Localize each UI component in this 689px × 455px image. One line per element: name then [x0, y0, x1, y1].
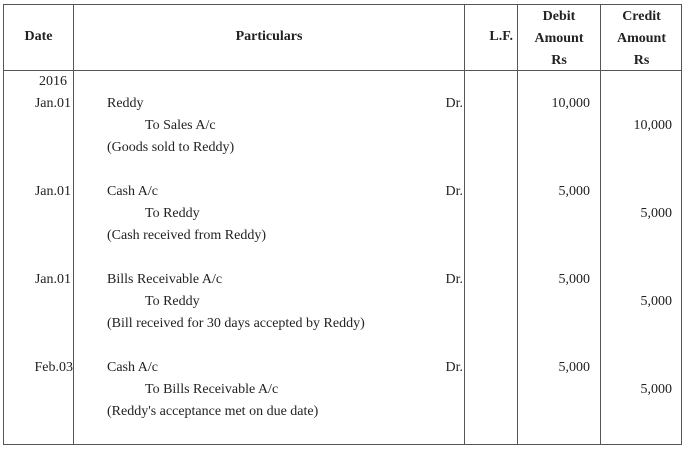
debit-account: Reddy [107, 96, 144, 111]
debit-amount: 5,000 [558, 184, 590, 199]
header-date: Date [24, 29, 53, 44]
narration: (Reddy's acceptance met on due date) [107, 404, 319, 419]
entry-date: Jan.01 [34, 184, 71, 199]
credit-amount: 5,000 [640, 294, 672, 309]
credit-account: To Reddy [145, 294, 200, 309]
debit-account: Cash A/c [107, 360, 158, 375]
header-credit-amount [601, 6, 682, 72]
entry-date: Jan.01 [34, 272, 71, 287]
dr-label: Dr. [445, 184, 463, 199]
credit-amount: 10,000 [633, 118, 672, 133]
header-debit-amount [518, 6, 600, 72]
credit-amount: 5,000 [640, 206, 672, 221]
debit-account: Bills Receivable A/c [107, 272, 223, 287]
credit-account: To Bills Receivable A/c [145, 382, 279, 397]
header-particulars: Particulars [235, 29, 303, 44]
debit-account: Cash A/c [107, 184, 158, 199]
debit-amount: 5,000 [558, 272, 590, 287]
entry-date: Jan.01 [34, 96, 71, 111]
dr-label: Dr. [445, 360, 463, 375]
narration: (Cash received from Reddy) [107, 228, 266, 243]
debit-amount: 10,000 [551, 96, 590, 111]
dr-label: Dr. [445, 96, 463, 111]
narration: (Goods sold to Reddy) [107, 140, 235, 155]
header-credit-line: Credit [622, 9, 661, 24]
narration: (Bill received for 30 days accepted by Reddy) [107, 316, 365, 331]
header-debit-line: Debit [542, 9, 576, 24]
credit-amount: 5,000 [640, 382, 672, 397]
entry-date: Feb.03 [34, 360, 73, 375]
credit-account: To Sales A/c [145, 118, 216, 133]
dr-label: Dr. [445, 272, 463, 287]
header-credit-line: Rs [633, 53, 650, 68]
header-lf: L.F. [489, 29, 513, 44]
year-label: 2016 [39, 74, 67, 89]
debit-amount: 5,000 [558, 360, 590, 375]
header-debit-line: Amount [534, 31, 584, 46]
header-debit-line: Rs [551, 53, 567, 68]
credit-account: To Reddy [145, 206, 200, 221]
header-credit-line: Amount [616, 31, 666, 46]
